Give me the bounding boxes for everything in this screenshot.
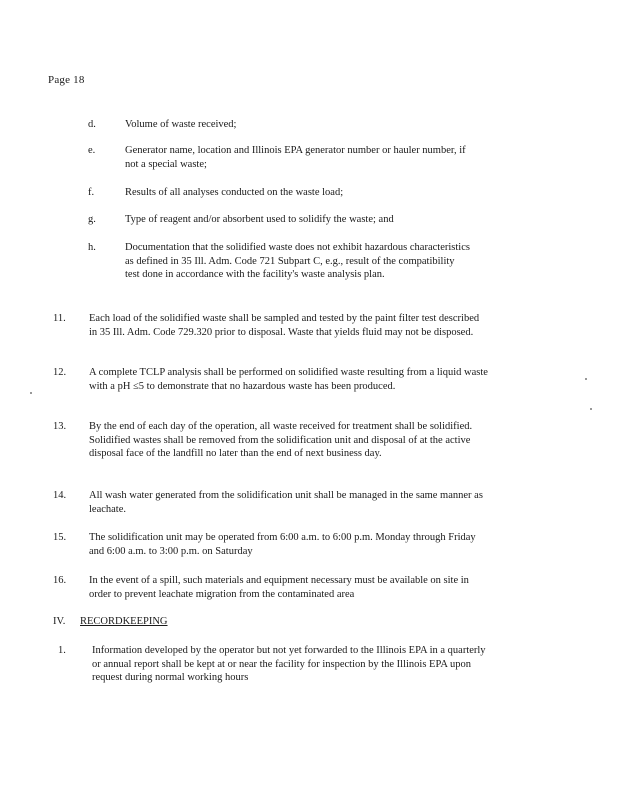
page-number: Page 18 xyxy=(48,74,85,86)
section-numeral: IV. xyxy=(53,616,66,627)
condition-number: 15. xyxy=(53,532,67,543)
condition-number: 16. xyxy=(53,575,67,586)
condition-number: 12. xyxy=(53,367,67,378)
condition-number: 14. xyxy=(53,490,67,501)
condition-text: All wash water generated from the solidification unit shall be managed in the same manner as leachate. xyxy=(89,490,483,515)
section-title: RECORDKEEPING xyxy=(80,616,168,627)
scan-speck xyxy=(590,408,592,410)
scan-speck xyxy=(30,392,32,394)
sub-item-letter: d. xyxy=(88,119,96,130)
condition-number: 13. xyxy=(53,421,67,432)
condition-text: A complete TCLP analysis shall be performed on solidified waste resulting from a liquid waste with a pH ≤5 to demonstrate that no hazardous waste has been produced. xyxy=(89,367,488,392)
sub-item-text: Documentation that the solidified waste does not exhibit hazardous characteristics as defined in 35 Ill. Adm. Code 721 Subpart C, e.g., result of the compatibility test done in accordance with the facility's waste analysis plan. xyxy=(125,242,470,280)
sub-item-text: Type of reagent and/or absorbent used to solidify the waste; and xyxy=(125,214,394,225)
scan-speck xyxy=(585,378,587,380)
sub-item-text: Volume of waste received; xyxy=(125,119,237,130)
sub-item-letter: f. xyxy=(88,187,95,198)
sub-item-text: Results of all analyses conducted on the waste load; xyxy=(125,187,344,198)
condition-number: 11. xyxy=(53,313,66,324)
condition-text: Each load of the solidified waste shall be sampled and tested by the paint filter test described in 35 Ill. Adm. Code 729.320 prior to disposal. Waste that yields fluid may not be disposed. xyxy=(89,313,480,338)
condition-text: The solidification unit may be operated from 6:00 a.m. to 6:00 p.m. Monday through Friday and 6:00 a.m. to 3:00 p.m. on Saturday xyxy=(89,532,476,557)
section-item-number: 1. xyxy=(58,645,66,656)
sub-item-text: Generator name, location and Illinois EPA generator number or hauler number, if not a special waste; xyxy=(125,145,466,170)
sub-item-letter: g. xyxy=(88,214,96,225)
condition-text: By the end of each day of the operation, all waste received for treatment shall be solidified. Solidified wastes shall be removed from the solidification unit and disposal of at the active disposal face of the landfill no later than the end of next business day. xyxy=(89,421,473,459)
section-item-text: Information developed by the operator but not yet forwarded to the Illinois EPA in a quarterly or annual report shall be kept at or near the facility for inspection by the Illinois EPA upon request during normal working hours xyxy=(92,645,486,683)
sub-item-letter: e. xyxy=(88,145,96,156)
condition-text: In the event of a spill, such materials and equipment necessary must be available on site in order to prevent leachate migration from the contaminated area xyxy=(89,575,469,600)
sub-item-letter: h. xyxy=(88,242,96,253)
